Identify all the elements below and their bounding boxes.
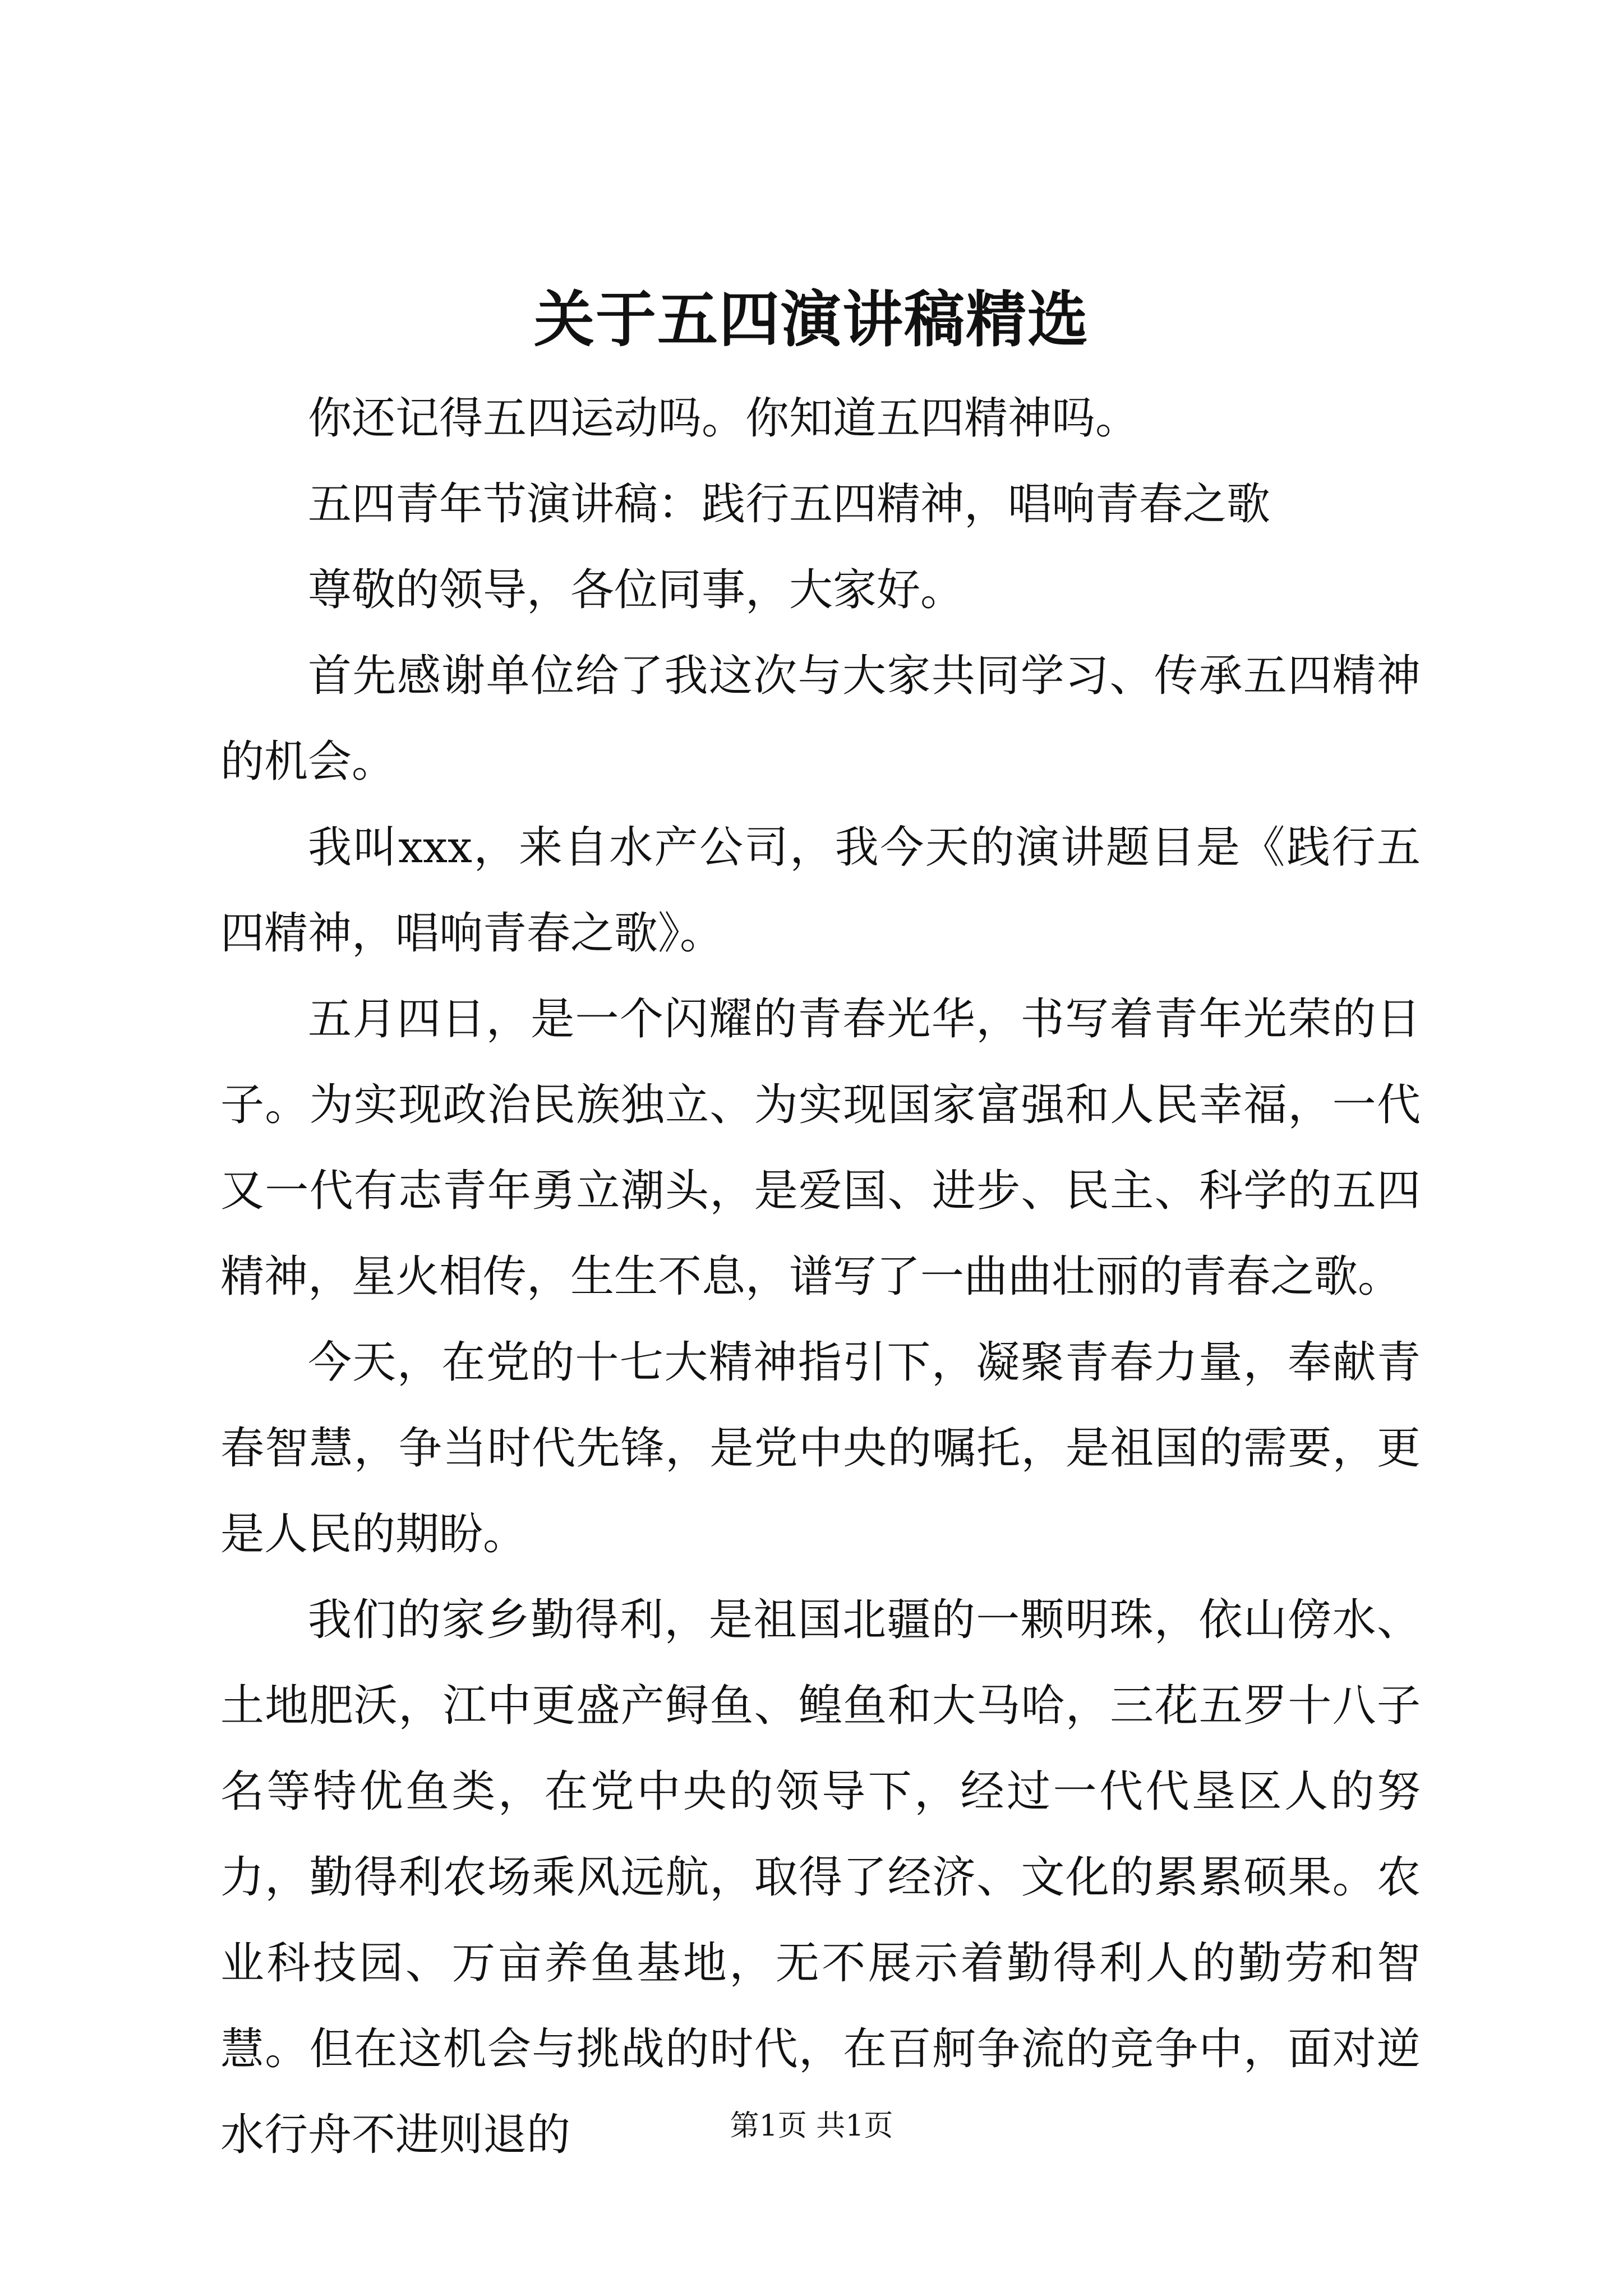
paragraph-7: 今天，在党的十七大精神指引下，凝聚青春力量，奉献青春智慧，争当时代先锋，是党中央的嘱托，是祖国的需要，更是人民的期盼。 (220, 1337, 1421, 1559)
paragraph-3: 尊敬的领导，各位同事，大家好。 (308, 565, 965, 615)
paragraph-2: 五四青年节演讲稿：践行五四精神，唱响青春之歌 (308, 479, 1271, 530)
paragraph-4: 首先感谢单位给了我这次与大家共同学习、传承五四精神的机会。 (220, 651, 1421, 787)
paragraph-8: 我们的家乡勤得利，是祖国北疆的一颗明珠，依山傍水、土地肥沃，江中更盛产鲟鱼、鳇鱼和大马哈，三花五罗十八子名等特优鱼类，在党中央的领导下，经过一代代垦区人的努力，勤得利农场乘风远航，取得了经济、文化的累累硕果。农业科技园、万亩养鱼基地，无不展示着勤得利人的勤劳和智慧。但在这机会与挑战的时代，在百舸争流的竞争中，面对逆水行舟不进则退的 (220, 1595, 1421, 2160)
paragraph-1: 你还记得五四运动吗。你知道五四精神吗。 (308, 393, 1140, 444)
document-title: 关于五四演讲稿精选 (533, 284, 1089, 355)
document-body (220, 376, 1421, 2178)
paragraph-5: 我叫xxx，来自水产公司，我今天的演讲题目是《践行五四精神，唱响青春之歌》。 (220, 822, 1421, 959)
paragraph-6: 五月四日，是一个闪耀的青春光华，书写着青年光荣的日子。为实现政治民族独立、为实现国家富强和人民幸福，一代又一代有志青年勇立潮头，是爱国、进步、民主、科学的五四精神，星火相传，生生不息，谱写了一曲曲壮丽的青春之歌。 (220, 994, 1421, 1302)
page-footer: 第1页 共1页 (730, 2109, 893, 2143)
